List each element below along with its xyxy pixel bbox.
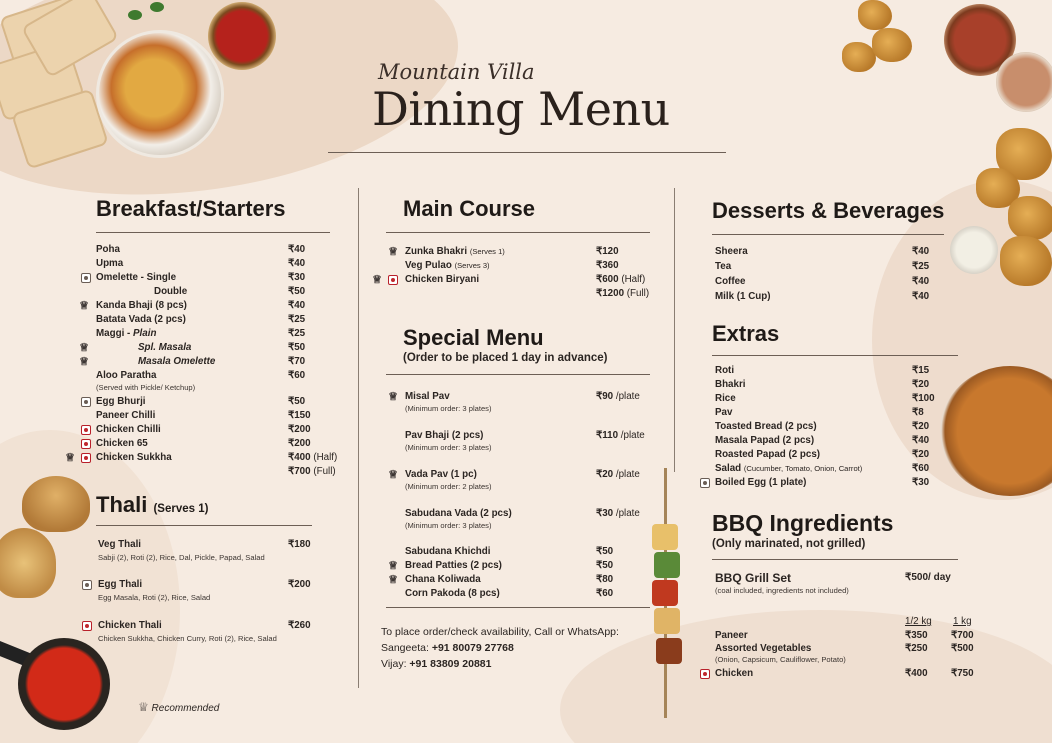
restaurant-name: Mountain Villa xyxy=(378,60,535,84)
section-divider xyxy=(712,234,944,235)
item-name: Egg Bhurji xyxy=(96,396,146,407)
full-price: ₹700 xyxy=(951,630,974,641)
menu-item-note xyxy=(96,383,346,395)
poha-bowl-image xyxy=(96,30,224,158)
item-note: (Minimum order: 3 plates) xyxy=(405,404,492,413)
item-price: ₹150 xyxy=(288,410,311,421)
menu-item xyxy=(715,476,950,490)
desserts-title: Desserts & Beverages xyxy=(712,198,945,223)
menu-item xyxy=(96,369,346,383)
contact-line xyxy=(381,656,619,672)
item-price: ₹200 xyxy=(288,438,311,449)
menu-item xyxy=(715,392,950,406)
menu-item xyxy=(405,259,660,273)
item-price: ₹600 (Half) xyxy=(596,274,646,285)
menu-item xyxy=(405,429,660,443)
thali-subtitle: (Serves 1) xyxy=(153,503,209,515)
menu-item xyxy=(388,468,660,482)
contact-phone[interactable]: +91 80079 27768 xyxy=(431,642,514,654)
egg-marker-icon xyxy=(81,273,91,283)
item-name: Paneer Chilli xyxy=(96,410,156,421)
item-note: Sabji (2), Roti (2), Rice, Dal, Pickle, Papad, Salad xyxy=(98,553,265,562)
item-name: Double xyxy=(154,286,188,297)
item-note: Egg Masala, Roti (2), Rice, Salad xyxy=(98,593,211,602)
special-menu-subtitle: (Order to be placed 1 day in advance) xyxy=(403,352,608,364)
price-size: (Full) xyxy=(626,288,650,299)
item-name: Roasted Papad (2 pcs) xyxy=(715,449,821,460)
menu-item xyxy=(79,299,346,313)
menu-item xyxy=(96,327,346,341)
item-price: ₹40 xyxy=(912,435,930,446)
egg-marker-icon xyxy=(81,397,91,407)
dip-bowl-image xyxy=(950,226,998,274)
bbq-list xyxy=(715,570,980,681)
egg-marker-icon xyxy=(700,478,710,488)
bbq-subtitle: (Only marinated, not grilled) xyxy=(712,538,866,550)
item-serves: (Serves 1) xyxy=(469,247,505,256)
chilli-pan-image xyxy=(18,638,110,730)
menu-item xyxy=(715,275,945,290)
item-price: ₹40 xyxy=(288,258,306,269)
item-price: ₹50 xyxy=(288,396,306,407)
skewer-piece-image xyxy=(654,608,680,634)
item-note: (Onion, Capsicum, Cauliflower, Potato) xyxy=(715,655,846,664)
menu-item xyxy=(96,271,346,285)
item-price: ₹200 xyxy=(288,579,311,590)
item-price: ₹20 xyxy=(912,449,930,460)
menu-item xyxy=(715,643,980,655)
menu-item-price-row xyxy=(96,465,346,479)
item-price: ₹60 xyxy=(596,588,614,599)
item-price: ₹80 xyxy=(596,574,614,585)
item-name: Chana Koliwada xyxy=(405,574,481,585)
section-divider xyxy=(712,355,958,356)
item-name: Zunka Bhakri (Serves 1) xyxy=(405,246,505,257)
item-name: Assorted Vegetables xyxy=(715,643,812,654)
item-name: Chicken Chilli xyxy=(96,424,161,435)
menu-item xyxy=(96,395,346,409)
full-price: ₹500 xyxy=(951,643,974,654)
contact-phone[interactable]: +91 83809 20881 xyxy=(409,658,492,670)
item-price: ₹25 xyxy=(288,314,306,325)
item-name: Egg Thali xyxy=(98,579,143,590)
menu-item xyxy=(715,260,945,275)
item-detail: (Cucumber, Tomato, Onion, Carrot) xyxy=(743,464,863,473)
item-price: ₹50 xyxy=(288,286,306,297)
legend-label: Recommended xyxy=(151,703,220,714)
half-price: ₹400 xyxy=(905,668,928,679)
leaf-image xyxy=(128,10,142,20)
contact-info xyxy=(381,624,619,672)
title-divider xyxy=(328,152,726,153)
price-unit: /plate xyxy=(615,391,640,402)
price-size: (Full) xyxy=(313,466,336,477)
item-price: ₹20 xyxy=(912,421,930,432)
chef-hat-icon: ♕ xyxy=(79,342,89,354)
main-course-list xyxy=(372,245,660,301)
item-name: Sheera xyxy=(715,246,748,257)
item-name: Veg Pulao (Serves 3) xyxy=(405,260,490,271)
special-list xyxy=(388,390,660,601)
item-price: ₹60 xyxy=(912,463,930,474)
contact-name: Sangeeta: xyxy=(381,642,429,654)
chef-hat-icon: ♕ xyxy=(388,391,398,403)
item-price: ₹50 xyxy=(596,546,614,557)
item-note: (Minimum order: 2 plates) xyxy=(405,482,492,491)
item-name: Pav Bhaji (2 pcs) xyxy=(405,430,484,441)
non-veg-marker-icon xyxy=(700,669,710,679)
chef-hat-icon: ♕ xyxy=(388,246,398,258)
menu-item xyxy=(388,245,660,259)
item-name: Veg Thali xyxy=(98,539,142,550)
item-price: ₹500/ day xyxy=(905,572,951,583)
non-veg-marker-icon xyxy=(82,621,92,631)
item-name: Maggi - Plain xyxy=(96,328,157,339)
contact-intro: To place order/check availability, Call or WhatsApp: xyxy=(381,626,619,638)
chef-hat-icon: ♕ xyxy=(388,560,398,572)
item-name: Coffee xyxy=(715,276,746,287)
menu-item xyxy=(715,406,950,420)
thali-title: Thali (Serves 1) xyxy=(96,492,209,517)
item-price: ₹50 xyxy=(288,342,306,353)
menu-item xyxy=(715,448,950,462)
item-name: Upma xyxy=(96,258,124,269)
item-name: Chicken Sukkha xyxy=(96,452,172,463)
item-price: ₹8 xyxy=(912,407,924,418)
menu-item xyxy=(388,573,660,587)
item-name: Chicken Thali xyxy=(98,620,162,631)
item-name: Sabudana Khichdi xyxy=(405,546,491,557)
menu-item xyxy=(79,355,346,369)
item-note: (Served with Pickle/ Ketchup) xyxy=(96,383,196,392)
menu-item xyxy=(715,290,945,305)
item-price: ₹180 xyxy=(288,539,311,550)
menu-item xyxy=(96,243,346,257)
bbq-grill-item xyxy=(715,570,980,586)
item-note: (coal included, ingredients not included) xyxy=(715,586,849,595)
menu-item xyxy=(98,538,328,552)
chef-hat-icon: ♕ xyxy=(65,452,75,464)
item-name: Kanda Bhaji (8 pcs) xyxy=(96,300,187,311)
item-name: Bhakri xyxy=(715,379,746,390)
item-price: ₹110 /plate xyxy=(596,430,645,441)
menu-item xyxy=(715,667,980,681)
breakfast-list xyxy=(65,243,346,479)
menu-item xyxy=(96,437,346,451)
item-name: BBQ Grill Set xyxy=(715,571,792,585)
menu-item xyxy=(405,587,660,601)
menu-item xyxy=(79,341,346,355)
extras-title: Extras xyxy=(712,321,780,346)
item-price: ₹30 xyxy=(288,272,306,283)
menu-item xyxy=(388,559,660,573)
menu-item xyxy=(96,257,346,271)
item-price: ₹360 xyxy=(596,260,619,271)
item-variant: Plain xyxy=(133,328,157,339)
bbq-title: BBQ Ingredients xyxy=(712,510,894,536)
section-divider xyxy=(386,374,650,375)
item-name: Toasted Bread (2 pcs) xyxy=(715,421,817,432)
menu-item xyxy=(715,462,950,476)
item-price: ₹400 (Half) xyxy=(288,452,338,463)
price-unit: /plate xyxy=(615,508,640,519)
desserts-list xyxy=(715,245,945,305)
menu-item-price-row xyxy=(405,287,660,301)
special-menu-title: Special Menu xyxy=(403,325,544,350)
one-kg-header: 1 kg xyxy=(953,616,972,627)
item-name: Roti xyxy=(715,365,735,376)
chef-hat-icon: ♕ xyxy=(388,469,398,481)
item-name: Paneer xyxy=(715,630,748,641)
item-name: Spl. Masala xyxy=(138,342,192,353)
item-price: ₹25 xyxy=(288,328,306,339)
menu-item xyxy=(96,313,346,327)
item-price: ₹30 /plate xyxy=(596,508,640,519)
full-price: ₹750 xyxy=(951,668,974,679)
chef-hat-icon: ♕ xyxy=(388,574,398,586)
non-veg-marker-icon xyxy=(81,439,91,449)
price-unit: /plate xyxy=(615,469,640,480)
item-note: (Minimum order: 3 plates) xyxy=(405,443,492,452)
non-veg-marker-icon xyxy=(81,425,91,435)
menu-item xyxy=(98,578,328,592)
ketchup-bowl-image xyxy=(208,2,276,70)
thali-list xyxy=(98,538,328,644)
menu-item xyxy=(715,245,945,260)
price-size: (Half) xyxy=(313,452,338,463)
item-name: Salad (Cucumber, Tomato, Onion, Carrot) xyxy=(715,463,863,474)
menu-item xyxy=(715,434,950,448)
item-price: ₹40 xyxy=(288,244,306,255)
item-name: Masala Papad (2 pcs) xyxy=(715,435,815,446)
item-price: ₹50 xyxy=(596,560,614,571)
page-title: Dining Menu xyxy=(372,82,670,136)
column-divider xyxy=(674,188,675,472)
legend xyxy=(138,702,219,714)
item-name: Chicken 65 xyxy=(96,438,148,449)
item-price: ₹40 xyxy=(912,276,930,287)
menu-item xyxy=(405,545,660,559)
item-name: Sabudana Vada (2 pcs) xyxy=(405,508,512,519)
item-price: ₹15 xyxy=(912,365,930,376)
bhaji-image xyxy=(1008,196,1052,240)
contact-name: Vijay: xyxy=(381,658,407,670)
menu-item xyxy=(715,420,950,434)
non-veg-marker-icon xyxy=(388,275,398,285)
item-name: Bread Patties (2 pcs) xyxy=(405,560,502,571)
samosa-image xyxy=(0,528,56,598)
item-price: ₹20 xyxy=(912,379,930,390)
item-name: Pav xyxy=(715,407,733,418)
menu-item xyxy=(715,364,950,378)
item-note: Chicken Sukkha, Chicken Curry, Roti (2), Rice, Salad xyxy=(98,634,277,643)
item-price: ₹700 (Full) xyxy=(288,466,336,477)
chef-hat-icon: ♕ xyxy=(79,300,89,312)
section-divider xyxy=(712,559,958,560)
breakfast-title: Breakfast/Starters xyxy=(96,196,286,221)
item-name: Chicken xyxy=(715,668,754,679)
item-price: ₹40 xyxy=(912,291,930,302)
item-note: (Minimum order: 3 plates) xyxy=(405,521,492,530)
chef-hat-icon: ♕ xyxy=(138,700,149,714)
item-name: Tea xyxy=(715,261,732,272)
item-name: Vada Pav (1 pc) xyxy=(405,469,477,480)
section-divider xyxy=(96,525,312,526)
item-name: Boiled Egg (1 plate) xyxy=(715,477,807,488)
item-price: ₹200 xyxy=(288,424,311,435)
item-name: Poha xyxy=(96,244,120,255)
menu-item xyxy=(715,629,980,643)
half-price: ₹250 xyxy=(905,643,928,654)
item-price: ₹25 xyxy=(912,261,930,272)
item-price: ₹90 /plate xyxy=(596,391,640,402)
menu-item xyxy=(96,423,346,437)
item-price: ₹100 xyxy=(912,393,935,404)
menu-item xyxy=(372,273,660,287)
price-size: (Half) xyxy=(621,274,646,285)
item-name: Batata Vada (2 pcs) xyxy=(96,314,186,325)
chef-hat-icon: ♕ xyxy=(372,274,382,286)
menu-item xyxy=(98,619,328,633)
extras-list xyxy=(715,364,950,490)
section-divider xyxy=(386,232,650,233)
item-serves: (Serves 3) xyxy=(454,261,490,270)
fritter-image xyxy=(858,0,892,30)
item-name: Masala Omelette xyxy=(138,356,216,367)
item-name: Misal Pav xyxy=(405,391,450,402)
half-kg-header: 1/2 kg xyxy=(905,616,932,627)
item-price: ₹40 xyxy=(288,300,306,311)
item-price: ₹1200 (Full) xyxy=(596,288,650,299)
leaf-image xyxy=(150,2,164,12)
section-divider xyxy=(96,232,330,233)
item-name: Chicken Biryani xyxy=(405,274,480,285)
item-price: ₹120 xyxy=(596,246,619,257)
chef-hat-icon: ♕ xyxy=(79,356,89,368)
skewer-piece-image xyxy=(656,638,682,664)
item-price: ₹260 xyxy=(288,620,311,631)
tea-cup-image xyxy=(996,52,1052,112)
menu-item xyxy=(65,451,346,465)
menu-item xyxy=(715,378,950,392)
half-price: ₹350 xyxy=(905,630,928,641)
item-price: ₹30 xyxy=(912,477,930,488)
price-unit: /plate xyxy=(620,430,645,441)
contact-line xyxy=(381,640,619,656)
non-veg-marker-icon xyxy=(81,453,91,463)
item-name: Omelette - Single xyxy=(96,272,177,283)
menu-item xyxy=(405,507,660,521)
bbq-header-row xyxy=(715,615,980,629)
item-name: Aloo Paratha xyxy=(96,370,157,381)
item-name: Milk (1 Cup) xyxy=(715,291,771,302)
egg-marker-icon xyxy=(82,580,92,590)
item-name: Rice xyxy=(715,393,736,404)
item-price: ₹60 xyxy=(288,370,306,381)
fritter-image xyxy=(842,42,876,72)
item-price: ₹40 xyxy=(912,246,930,257)
fritter-image xyxy=(872,28,912,62)
column-divider xyxy=(358,188,359,688)
item-price: ₹70 xyxy=(288,356,306,367)
vada-pav-image xyxy=(22,476,90,532)
menu-item xyxy=(96,409,346,423)
section-divider xyxy=(386,607,650,608)
item-price: ₹20 /plate xyxy=(596,469,640,480)
main-course-title: Main Course xyxy=(403,196,536,221)
menu-item xyxy=(388,390,660,404)
item-name: Corn Pakoda (8 pcs) xyxy=(405,588,500,599)
bhaji-image xyxy=(1000,236,1052,286)
menu-item xyxy=(96,285,346,299)
